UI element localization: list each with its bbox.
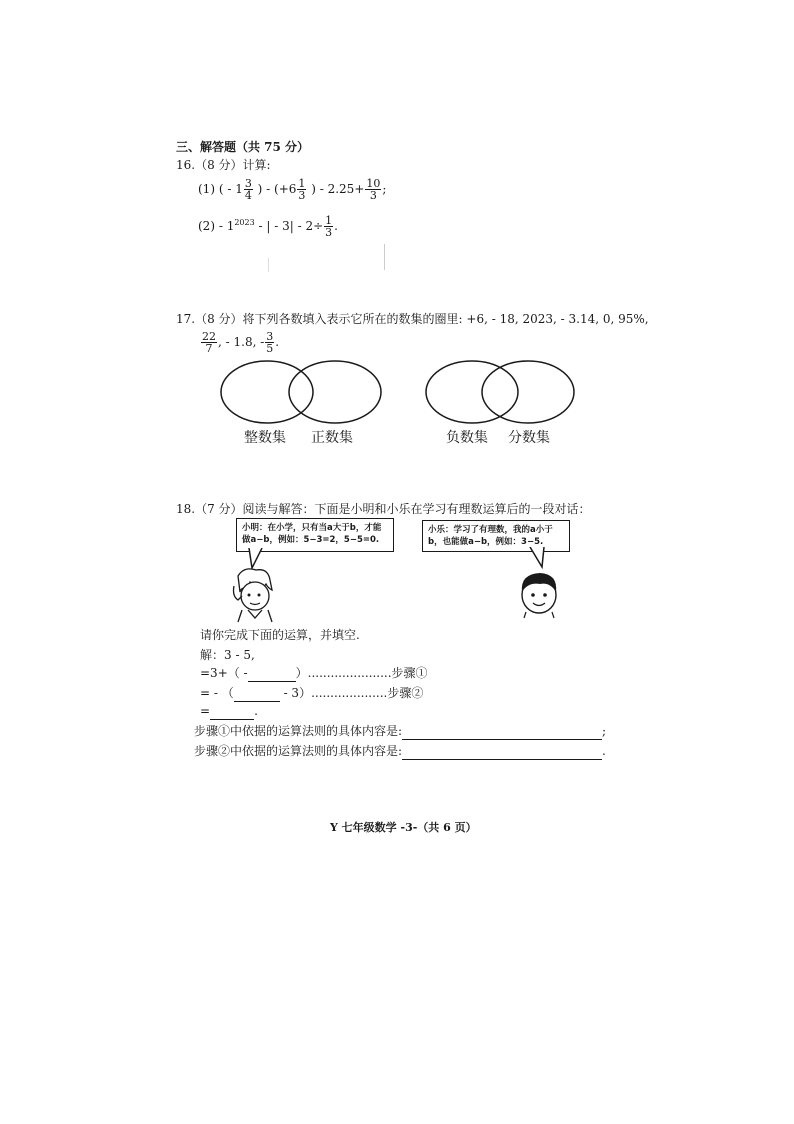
step3-prefix: = [200, 704, 211, 718]
venn-diagrams [210, 355, 590, 435]
step3-blank[interactable] [210, 703, 254, 720]
q16-part1-text: ) - 2.25+ [311, 182, 365, 196]
q18-fill1 [194, 723, 606, 740]
circle-positive-set[interactable] [289, 361, 381, 423]
label-positive-set: 正数集 [311, 430, 353, 446]
q18-step1 [200, 665, 428, 682]
q16-part1-end: ; [382, 182, 387, 196]
fraction: $\frac{1}{3}$ [298, 177, 306, 202]
q17-line2 [200, 331, 279, 354]
q16-part2-end: . [334, 219, 338, 233]
q18-header: 18.（7 分）阅读与解答：下面是小明和小乐在学习有理数运算后的一段对话： [176, 502, 591, 516]
fill1-label: 步骤①中依据的运算法则的具体内容是: [194, 724, 403, 738]
step1-blank[interactable] [248, 665, 296, 682]
q18-fill2 [194, 743, 606, 760]
step2-blank[interactable] [234, 685, 280, 702]
exponent: 2023 [234, 218, 255, 227]
q18-prompt: 请你完成下面的运算，并填空. [200, 628, 360, 642]
q18-step2 [200, 685, 423, 702]
fill1-blank[interactable] [402, 723, 602, 740]
fraction: $\frac{22}{7}$ [202, 330, 216, 355]
q16-part2 [198, 215, 338, 238]
fill2-blank[interactable] [402, 743, 602, 760]
scan-mark [268, 258, 269, 272]
q16-part2-text: - | - 3| - 2÷ [254, 219, 324, 233]
q18-solve: 解：3 - 5, [200, 648, 255, 662]
q16-part1 [198, 178, 386, 201]
page-footer: Y 七年级数学 -3-（共 6 页） [330, 821, 477, 834]
fill2-label: 步骤②中依据的运算法则的具体内容是: [194, 744, 403, 758]
circle-fraction-set[interactable] [482, 361, 574, 423]
bubble-tail-right [528, 547, 546, 569]
step3-suffix: . [254, 704, 258, 718]
q16-header: 16.（8 分）计算: [176, 158, 271, 172]
scan-mark [384, 244, 385, 270]
step2-suffix: - 3）....................步骤② [279, 686, 424, 700]
q16-part1-text: ) - (+6 [257, 182, 297, 196]
label-integer-set: 整数集 [244, 430, 286, 446]
step1-suffix: ）......................步骤① [295, 666, 428, 680]
q16-part2-label: (2) [198, 219, 215, 233]
circle-integer-set[interactable] [221, 361, 313, 423]
fraction: $\frac{3}{4}$ [244, 177, 252, 202]
q16-part1-text: ( - 1 [218, 182, 243, 196]
speech-bubble-xiaoming: 小明：在小学，只有当a大于b，才能做a−b，例如：5−3=2，5−5=0. [236, 518, 394, 552]
q17-end: . [275, 335, 280, 349]
q18-step3 [200, 703, 258, 720]
fraction: $\frac{10}{3}$ [366, 177, 381, 202]
section-title: 三、解答题（共 75 分） [176, 140, 310, 154]
fill1-end: ; [602, 724, 607, 738]
q16-part1-label: (1) [198, 182, 215, 196]
xiaole-cartoon [514, 570, 564, 620]
q17-numbers: , - 1.8, - [218, 335, 265, 349]
step1-prefix: =3+（ - [200, 666, 248, 680]
speech-bubble-xiaole: 小乐：学习了有理数，我的a小于b，也能做a−b，例如：3−5. [422, 520, 570, 552]
q16-part2-text: - 1 [218, 219, 235, 233]
xiaoming-cartoon [228, 566, 278, 624]
fraction: $\frac{1}{3}$ [325, 214, 333, 239]
circle-negative-set[interactable] [426, 361, 518, 423]
label-negative-set: 负数集 [446, 430, 488, 446]
fraction: $\frac{3}{5}$ [266, 330, 274, 355]
step2-prefix: = - （ [200, 686, 234, 700]
q17-line1: 17.（8 分）将下列各数填入表示它所在的数集的圈里: +6, - 18, 2023, - 3.14, 0, 95%, [176, 312, 649, 326]
fill2-end: . [602, 744, 606, 758]
label-fraction-set: 分数集 [508, 430, 550, 446]
